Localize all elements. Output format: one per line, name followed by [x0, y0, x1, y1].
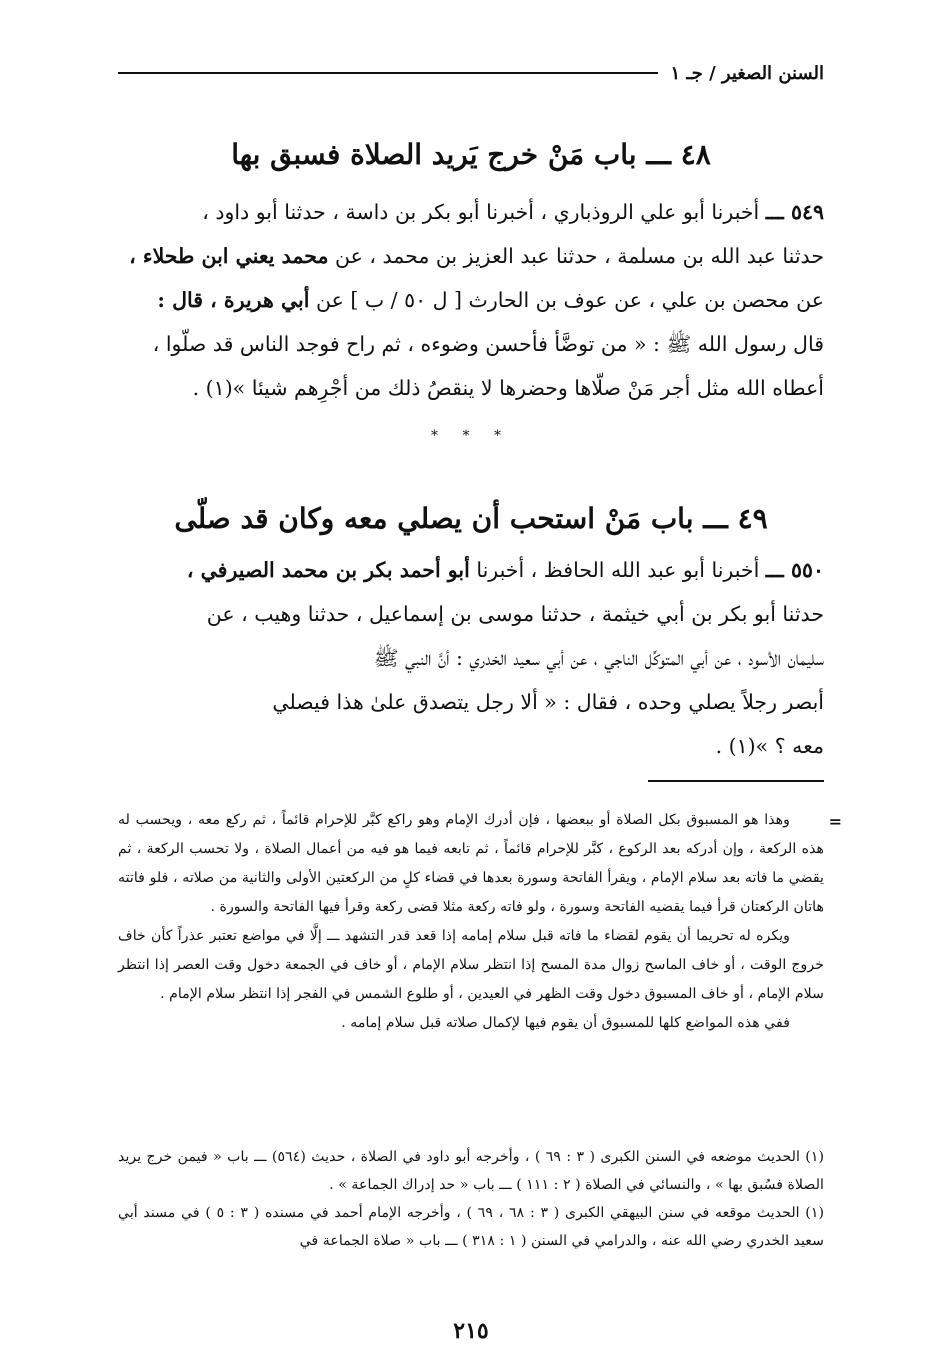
- hadith-549-number: ٥٤٩ ـــ: [765, 200, 824, 224]
- hadith-550-line-5: معه ؟ »(١) .: [715, 734, 824, 758]
- hadith-550: [118, 548, 824, 768]
- section-separator: * * *: [431, 428, 511, 444]
- header-rule: [118, 72, 658, 74]
- hadith-549-line-1: ٥٤٩ ـــ أخبرنا أبو علي الروذباري ، أخبرنا أبو بكر بن داسة ، حدثنا أبو داود ،: [202, 200, 824, 224]
- hadith-550-line-4: أبصر رجلاً يصلي وحده ، فقال : « ألا رجل يتصدق علىٰ هذا فيصلي: [272, 690, 824, 714]
- references-block: [118, 1143, 824, 1255]
- reference-1: (١) الحديث موضعه في السنن الكبرى ( ٣ : ٦٩ ) ، وأخرجه أبو داود في الصلاة ، حديث (٥٦٤) ـــ باب « فيمن خرج يريد الصلاة فسُبق بها » ، والنسائي في الصلاة ( ٢ : ١١١ ) ـــ باب « حد إدراك الجماعة » .: [118, 1149, 824, 1193]
- hadith-549-line-4: قال رسول الله ﷺ : « من توضَّأ فأحسن وضوءه ، ثم راح فوجد الناس قد صلّوا ،: [152, 332, 824, 356]
- footnote-paragraph-3: ففي هذه المواضع كلها للمسبوق أن يقوم فيها لإكمال صلاته قبل سلام إمامه .: [341, 1015, 790, 1031]
- hadith-549-line-3: عن محصن بن علي ، عن عوف بن الحارث [ ل ٥٠ / ب ] عن أبي هريرة ، قال :: [157, 288, 824, 312]
- hadith-549-line-5: أعطاه الله مثل أجر مَنْ صلّاها وحضرها لا ينقصُ ذلك من أجْرِهم شيئا »(١) .: [192, 376, 824, 400]
- footnote-paragraph-1: وهذا هو المسبوق بكل الصلاة أو ببعضها ، فإن أدرك الإمام وهو راكع كبَّر للإحرام قائماً ، ثم ركع معه ، ويحسب له هذه الركعة ، وإن أدركه بعد الركوع ، كبَّر للإحرام قائماً ، ثم تابعه فيما هو فيه من أعمال الصلاة ، ولا تحسب الركعة ، ثم يقضي ما فاته بعد سلام الإمام ، ويقرأ الفاتحة وسورة بعدها في قضاء كلٍ من الركعتين الأولى والثانية من صلاته ، فلو فاتته هاتان الركعتان قرأ فيما يقضيه الفاتحة وسورة ، ولو فاته ركعة مثلا قضى ركعة وقرأ فيها الفاتحة والسورة .: [118, 812, 824, 915]
- reference-2: (١) الحديث موقعه في سنن البيهقي الكبرى ( ٣ : ٦٨ ، ٦٩ ) ، وأخرجه الإمام أحمد في مسنده ( ٣ : ٥ ) في مسند أبي سعيد الخدري رضي الله عنه ، والدرامي في السنن ( ١ : ٣١٨ ) ـــ باب « صلاة الجماعة في: [118, 1205, 824, 1249]
- footnotes-block: [118, 806, 824, 1038]
- footnote-paragraph-2: ويكره له تحريما أن يقوم لقضاء ما فاته قبل سلام إمامه إذا قعد قدر التشهد ـــ إلَّا في مواضع تعتبر عذراً كأن خاف خروج الوقت ، أو خاف الماسح زوال مدة المسح إذا انتظر سلام الإمام ، أو خاف في الجمعة دخول وقت العصر إذا انتظر سلام الإمام ، أو خاف المسبوق دخول وقت الظهر في العيدين ، أو طلوع الشمس في الفجر إذا انتظر سلام الإمام .: [118, 928, 824, 1002]
- hadith-550-line-2: حدثنا أبو بكر بن أبي خيثمة ، حدثنا موسى بن إسماعيل ، حدثنا وهيب ، عن: [206, 602, 824, 626]
- hadith-549-line-2: حدثنا عبد الله بن مسلمة ، حدثنا عبد العزيز بن محمد ، عن محمد يعني ابن طحلاء ،: [129, 244, 824, 268]
- hadith-550-line-1: ٥٥٠ ـــ أخبرنا أبو عبد الله الحافظ ، أخبرنا أبو أحمد بكر بن محمد الصيرفي ،: [186, 558, 824, 582]
- hadith-550-number: ٥٥٠ ـــ: [765, 558, 824, 582]
- continuation-mark: =: [828, 812, 842, 831]
- running-header: [118, 58, 824, 88]
- chapter-49-title: ٤٩ ـــ باب مَنْ استحب أن يصلي معه وكان قد صلّى: [174, 502, 768, 535]
- hadith-549: [118, 190, 824, 410]
- footnote-rule: [648, 780, 824, 782]
- running-title: السنن الصغير / جـ ١: [670, 62, 824, 84]
- hadith-550-line-3: سليمان الأسود ، عن أبي المتوكِّل الناجي ، عن أبي سعيد الخدري : أنَّ النبي ﷺ: [373, 646, 824, 670]
- page-number: ٢١٥: [453, 1318, 489, 1344]
- chapter-48-title: ٤٨ ـــ باب مَنْ خرج يَريد الصلاة فسبق بها: [231, 138, 711, 171]
